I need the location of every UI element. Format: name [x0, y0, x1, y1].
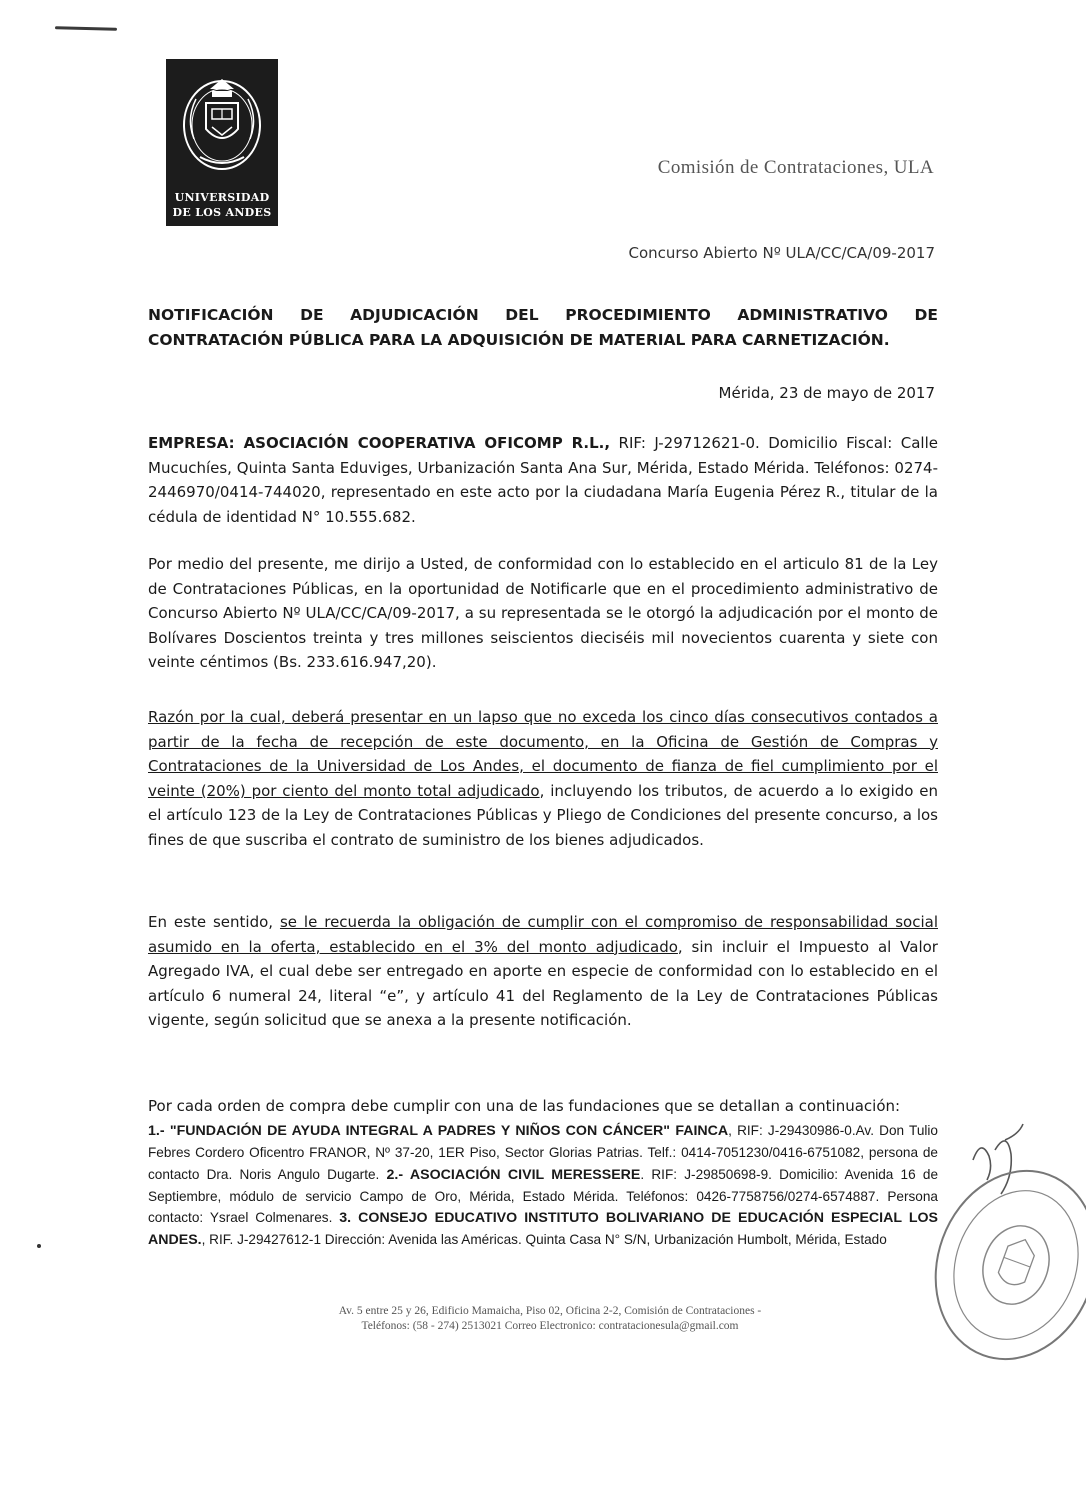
social-underlined: se le recuerda la obligación de cumplir con el compromiso de responsabilidad social asumido en la oferta, establecido en el 3% del monto adjudicado — [148, 913, 938, 956]
paragraph-social — [148, 910, 938, 1033]
fundacion-3-details: , RIF. J-29427612-1 Dirección: Avenida las Américas. Quinta Casa N° S/N, Urbanización Humbolt, Mérida, Estado — [201, 1232, 887, 1248]
paragraph-empresa — [148, 431, 938, 529]
footer-line-2: Teléfonos: (58 - 274) 2513021 Correo Electronico: contratacionesula@gmail.com — [361, 1320, 739, 1332]
coat-of-arms-icon — [176, 69, 268, 181]
fundacion-1-name: 1.- "FUNDACIÓN DE AYUDA INTEGRAL A PADRES Y NIÑOS CON CÁNCER" FAINCA — [148, 1123, 729, 1139]
fianza-rest: , incluyendo los tributos, de acuerdo a lo exigido en el artículo 123 de la Ley de Contrataciones Públicas y Pliego de Condiciones del presente concurso, a los fines de que suscriba el contrato de suministro de los bienes adjudicados. — [148, 781, 938, 849]
footer-address — [250, 1304, 850, 1334]
social-rest: , sin incluir el Impuesto al Valor Agregado IVA, el cual debe ser entregado en aporte en especie de conformidad con lo establecido en el artículo 6 numeral 24, literal “e”, y artículo 41 del Reglamento de la Ley de Contrataciones Públicas vigente, según solicitud que se anexa a la presente notificación. — [148, 937, 938, 1030]
paragraph-intro: Por medio del presente, me dirijo a Usted, de conformidad con lo establecido en el articulo 81 de la Ley de Contrataciones Públicas, en la oportunidad de Notificarle que en el procedimiento administrativo de Concurso Abierto Nº ULA/CC/CA/09-2017, a su representada se le otorgó la adjudicación por el monto de Bolívares Doscientos treinta y tres millones seiscientos dieciséis mil novecientos cuarenta y siete con veinte céntimos (Bs. 233.616.947,20). — [148, 555, 938, 672]
paragraph-fundaciones-lead — [148, 1094, 938, 1119]
fundacion-2-details: . RIF: J-29850698-9. Domicilio: Avenida 16 de Septiembre, módulo de servicio Campo de Oro, Mérida, Estado Mérida. Teléfonos: 0426-7758756/0274-6574887. Persona contacto: Ysrael Colmenares. — [148, 1166, 939, 1226]
footer-line-1: Av. 5 entre 25 y 26, Edificio Mamaicha, Piso 02, Oficina 2-2, Comisión de Contrataciones - — [338, 1305, 762, 1317]
fianza-underlined: Razón por la cual, deberá presentar en un lapso que no exceda los cinco días consecutivos contados a partir de la fecha de recepción de este documento, en la Oficina de Gestión de Compras y Contrataciones de la Universidad de Los Andes, el documento de fianza de fiel cumplimiento por el veinte (20%) por ciento del monto total adjudicado — [148, 708, 938, 800]
empresa-details: RIF: J-29712621-0. Domicilio Fiscal: Calle Mucuchíes, Quinta Santa Eduviges, Urbanización Santa Ana Sur, Mérida, Estado Mérida. Teléfonos: 0274-2446970/0414-744020, representado en este acto por la ciudadana María Eugenia Pérez R., titular de la cédula de identidad N° 10.555.682. — [148, 434, 938, 526]
university-logo — [166, 59, 278, 226]
concurso-reference: Concurso Abierto Nº ULA/CC/CA/09-2017 — [628, 244, 935, 262]
social-pre: En este sentido, — [148, 913, 280, 931]
fundaciones-lead: Por cada orden de compra debe cumplir con una de las fundaciones que se detallan a continuación: — [148, 1097, 901, 1115]
logo-text-line1: UNIVERSIDAD — [174, 191, 270, 204]
paragraph-fianza — [148, 705, 938, 853]
scan-mark — [55, 26, 117, 31]
fundacion-2-name: 2.- ASOCIACIÓN CIVIL MERESSERE — [386, 1166, 641, 1183]
margin-dot — [37, 1244, 41, 1248]
fundacion-1-details: , RIF: J-29430986-0.Av. Don Tulio Febres Cordero Oficentro FRANOR, Nº 37-20, 1ER Piso, Sector Glorias Patrias. Telf.: 0414-7051230/0416-6751082, persona de contacto Dra. Noris Angulo Dugarte. — [148, 1123, 938, 1182]
header-title: Comisión de Contrataciones, ULA — [657, 157, 934, 178]
document-heading: NOTIFICACIÓN DE ADJUDICACIÓN DEL PROCEDIMIENTO ADMINISTRATIVO DE CONTRATACIÓN PÚBLICA PARA LA ADQUISICIÓN DE MATERIAL PARA CARNETIZACIÓN. — [148, 306, 938, 349]
logo-text-line2: DE LOS ANDES — [172, 206, 272, 219]
fundacion-3-name: 3. CONSEJO EDUCATIVO INSTITUTO BOLIVARIANO DE EDUCACIÓN ESPECIAL LOS ANDES. — [148, 1210, 938, 1249]
official-seal-icon — [906, 1150, 1086, 1380]
date-line: Mérida, 23 de mayo de 2017 — [718, 384, 935, 402]
paragraph-fundaciones — [148, 1120, 938, 1252]
empresa-lead: EMPRESA: ASOCIACIÓN COOPERATIVA OFICOMP R.L., — [148, 434, 611, 452]
